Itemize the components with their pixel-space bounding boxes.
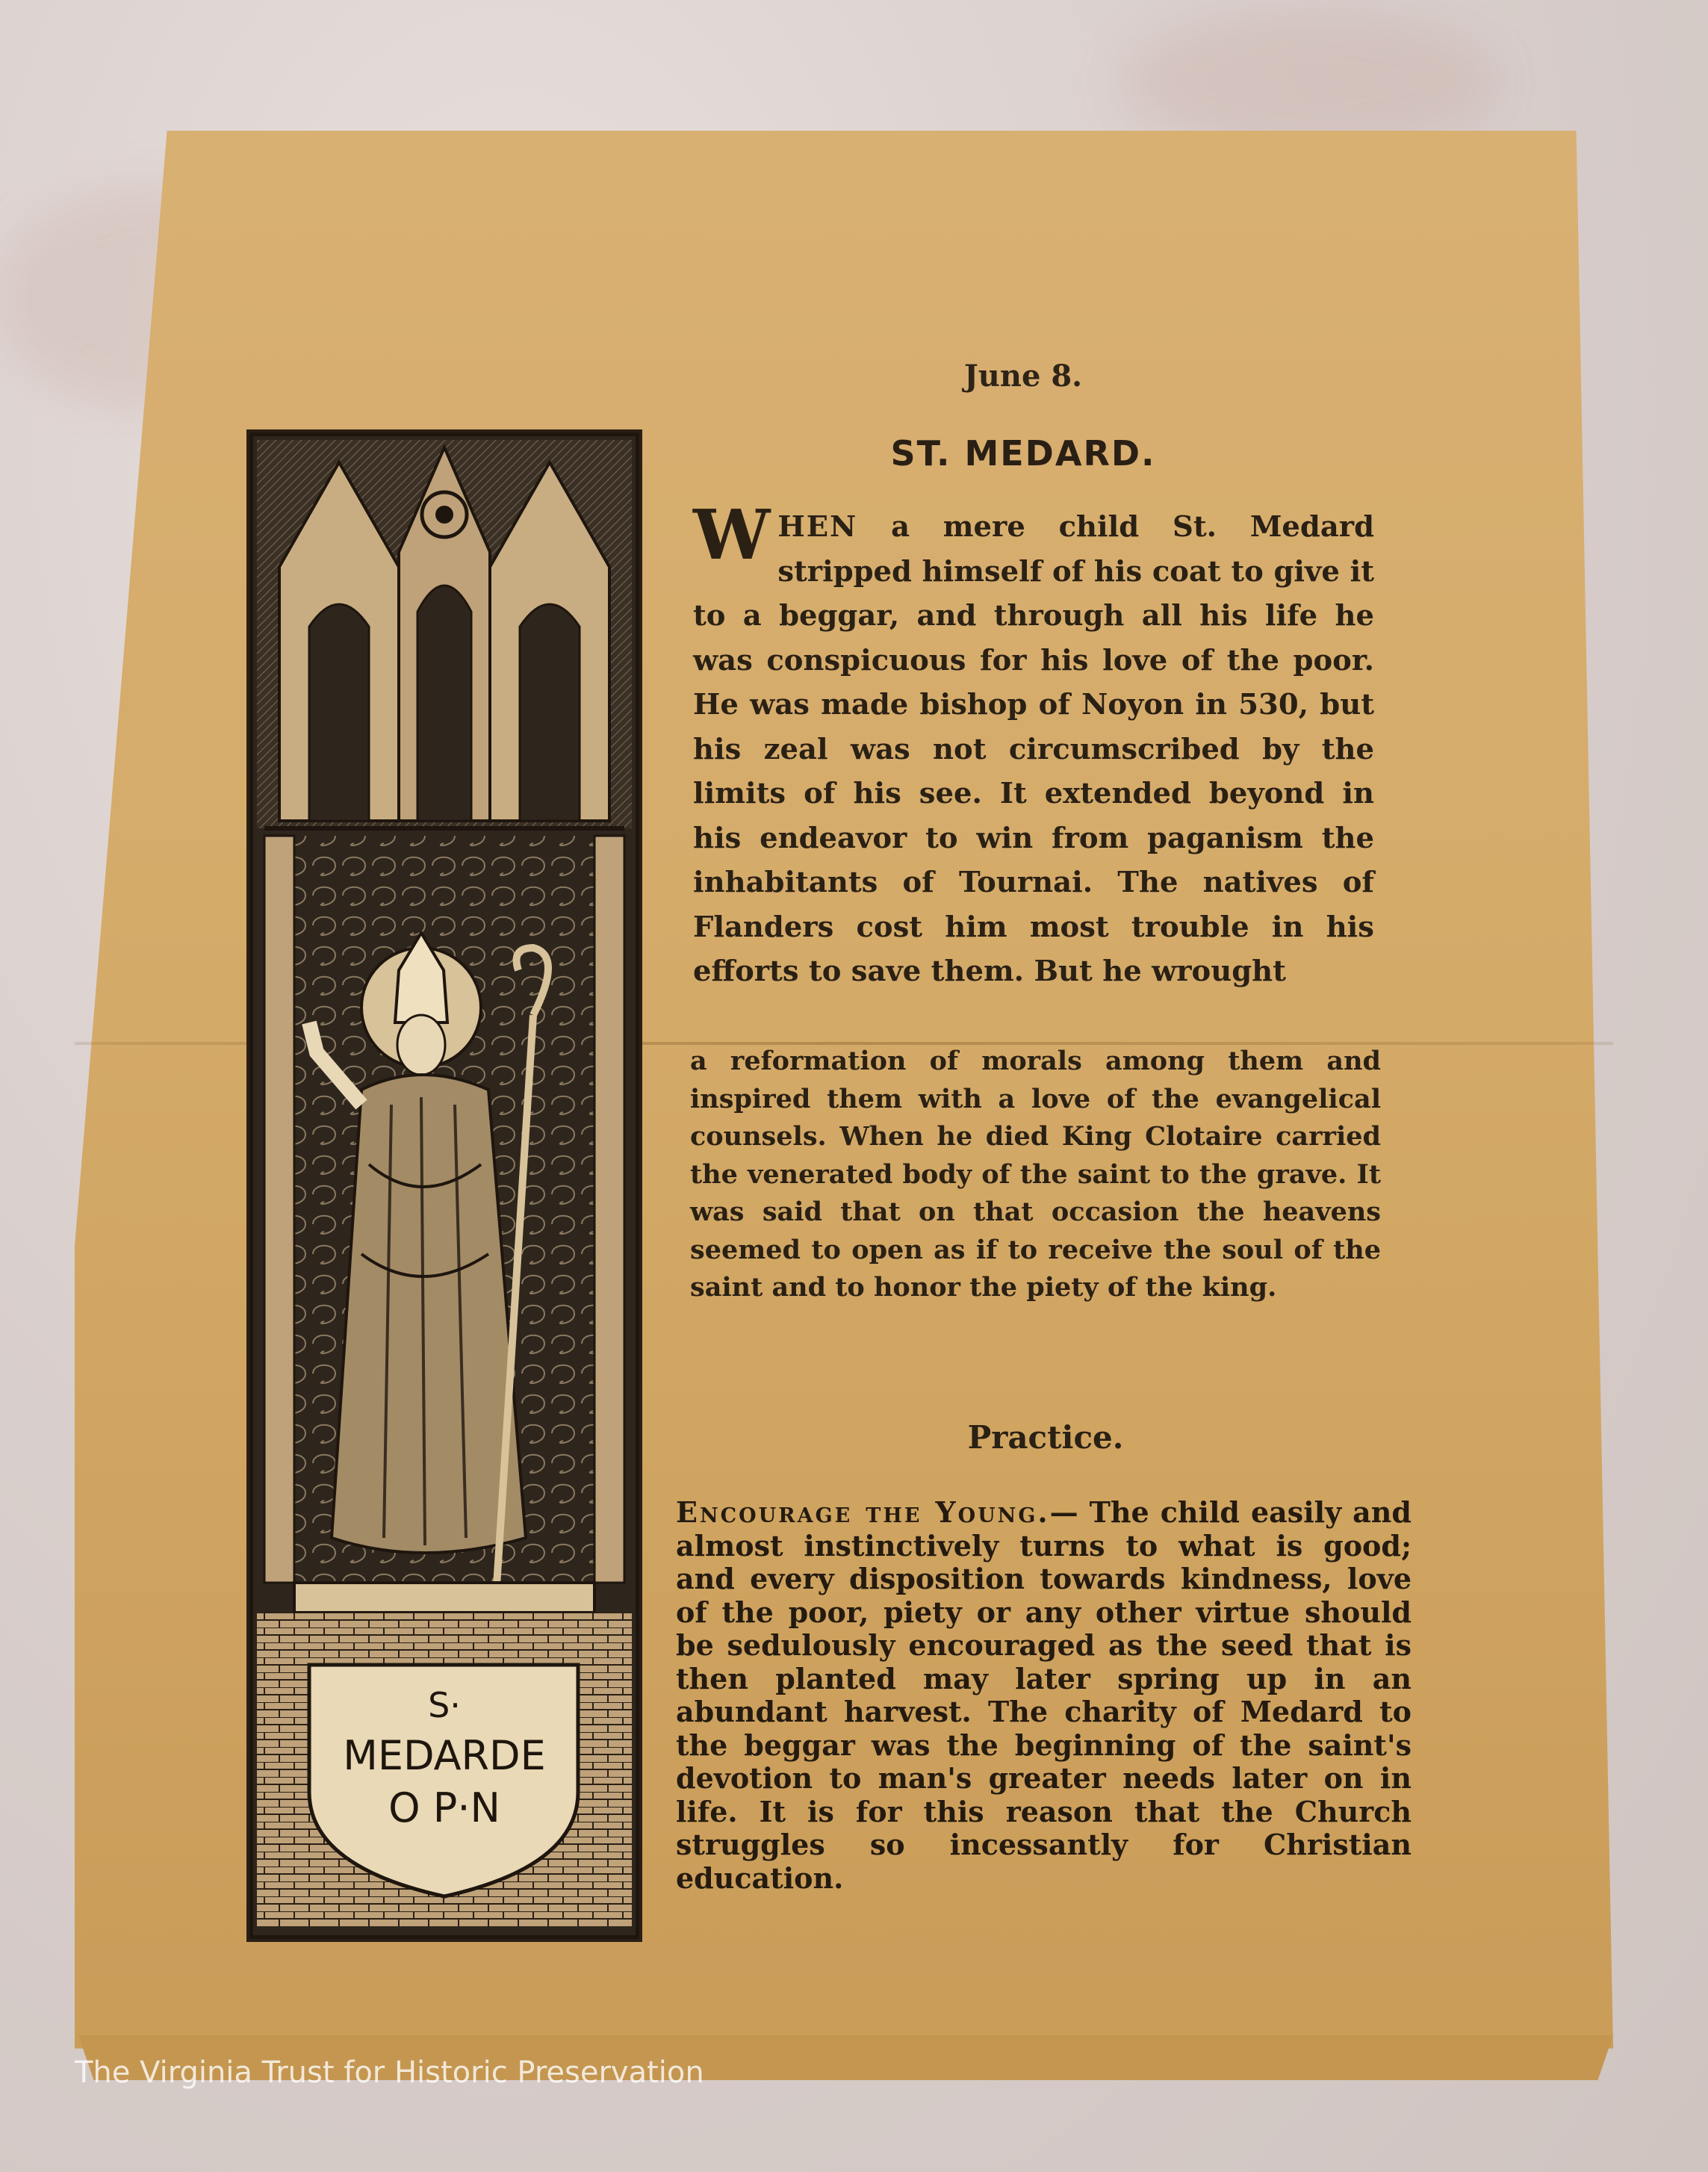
main-paragraph-part1: a mere child St. Medard stripped himself of his coat to give it to a beggar, and through all his life he was conspicuous for his love of the poor. He was made bishop of Noyon in 530, but his zeal was not circumscribed by the limits of his see. It extended beyond in his endeavor to win from paganism the inhabitants of Tournai. The natives of Flanders cost him most trouble in his efforts to save them. But he wrought bbox=[693, 510, 1374, 988]
saint-title: ST. MEDARD. bbox=[890, 433, 1156, 474]
main-paragraph bbox=[693, 494, 1374, 994]
practice-body: — The child easily and almost instinctively turns to what is good; and every disposition towards kindness, love of the poor, piety or any other virtue should be sedulously encouraged as the seed that is then planted may later spring up in an abundant harvest. The charity of Medard to the beggar was the beginning of the saint's devotion to man's greater needs later on in life. It is for this reason that the Church struggles so incessantly for Christian education. bbox=[676, 1495, 1412, 1895]
practice-heading: Practice. bbox=[967, 1419, 1124, 1456]
shield-inscription-line2: MEDARDE bbox=[343, 1732, 546, 1779]
practice-lead: Encourage the Young. bbox=[676, 1495, 1050, 1529]
shield-inscription-line1: S· bbox=[428, 1685, 461, 1725]
background-stain bbox=[1120, 15, 1494, 149]
intro-lead: HEN bbox=[777, 510, 858, 544]
watermark-credit: The Virginia Trust for Historic Preservation bbox=[75, 2055, 704, 2090]
shield-inscription-line3: O P·N bbox=[388, 1784, 500, 1831]
main-paragraph-continued: a reformation of morals among them and inspired them with a love of the evangelical counsels. When he died King Clotaire carried the venerated body of the saint to the grave. It was said that on that occasion the heavens seemed to open as if to receive the soul of the saint and to honor the piety of the king. bbox=[690, 1046, 1381, 1303]
practice-paragraph bbox=[676, 1496, 1412, 1895]
date-heading: June 8. bbox=[963, 359, 1083, 394]
drop-cap: W bbox=[693, 494, 771, 575]
saint-engraving bbox=[246, 429, 642, 1942]
